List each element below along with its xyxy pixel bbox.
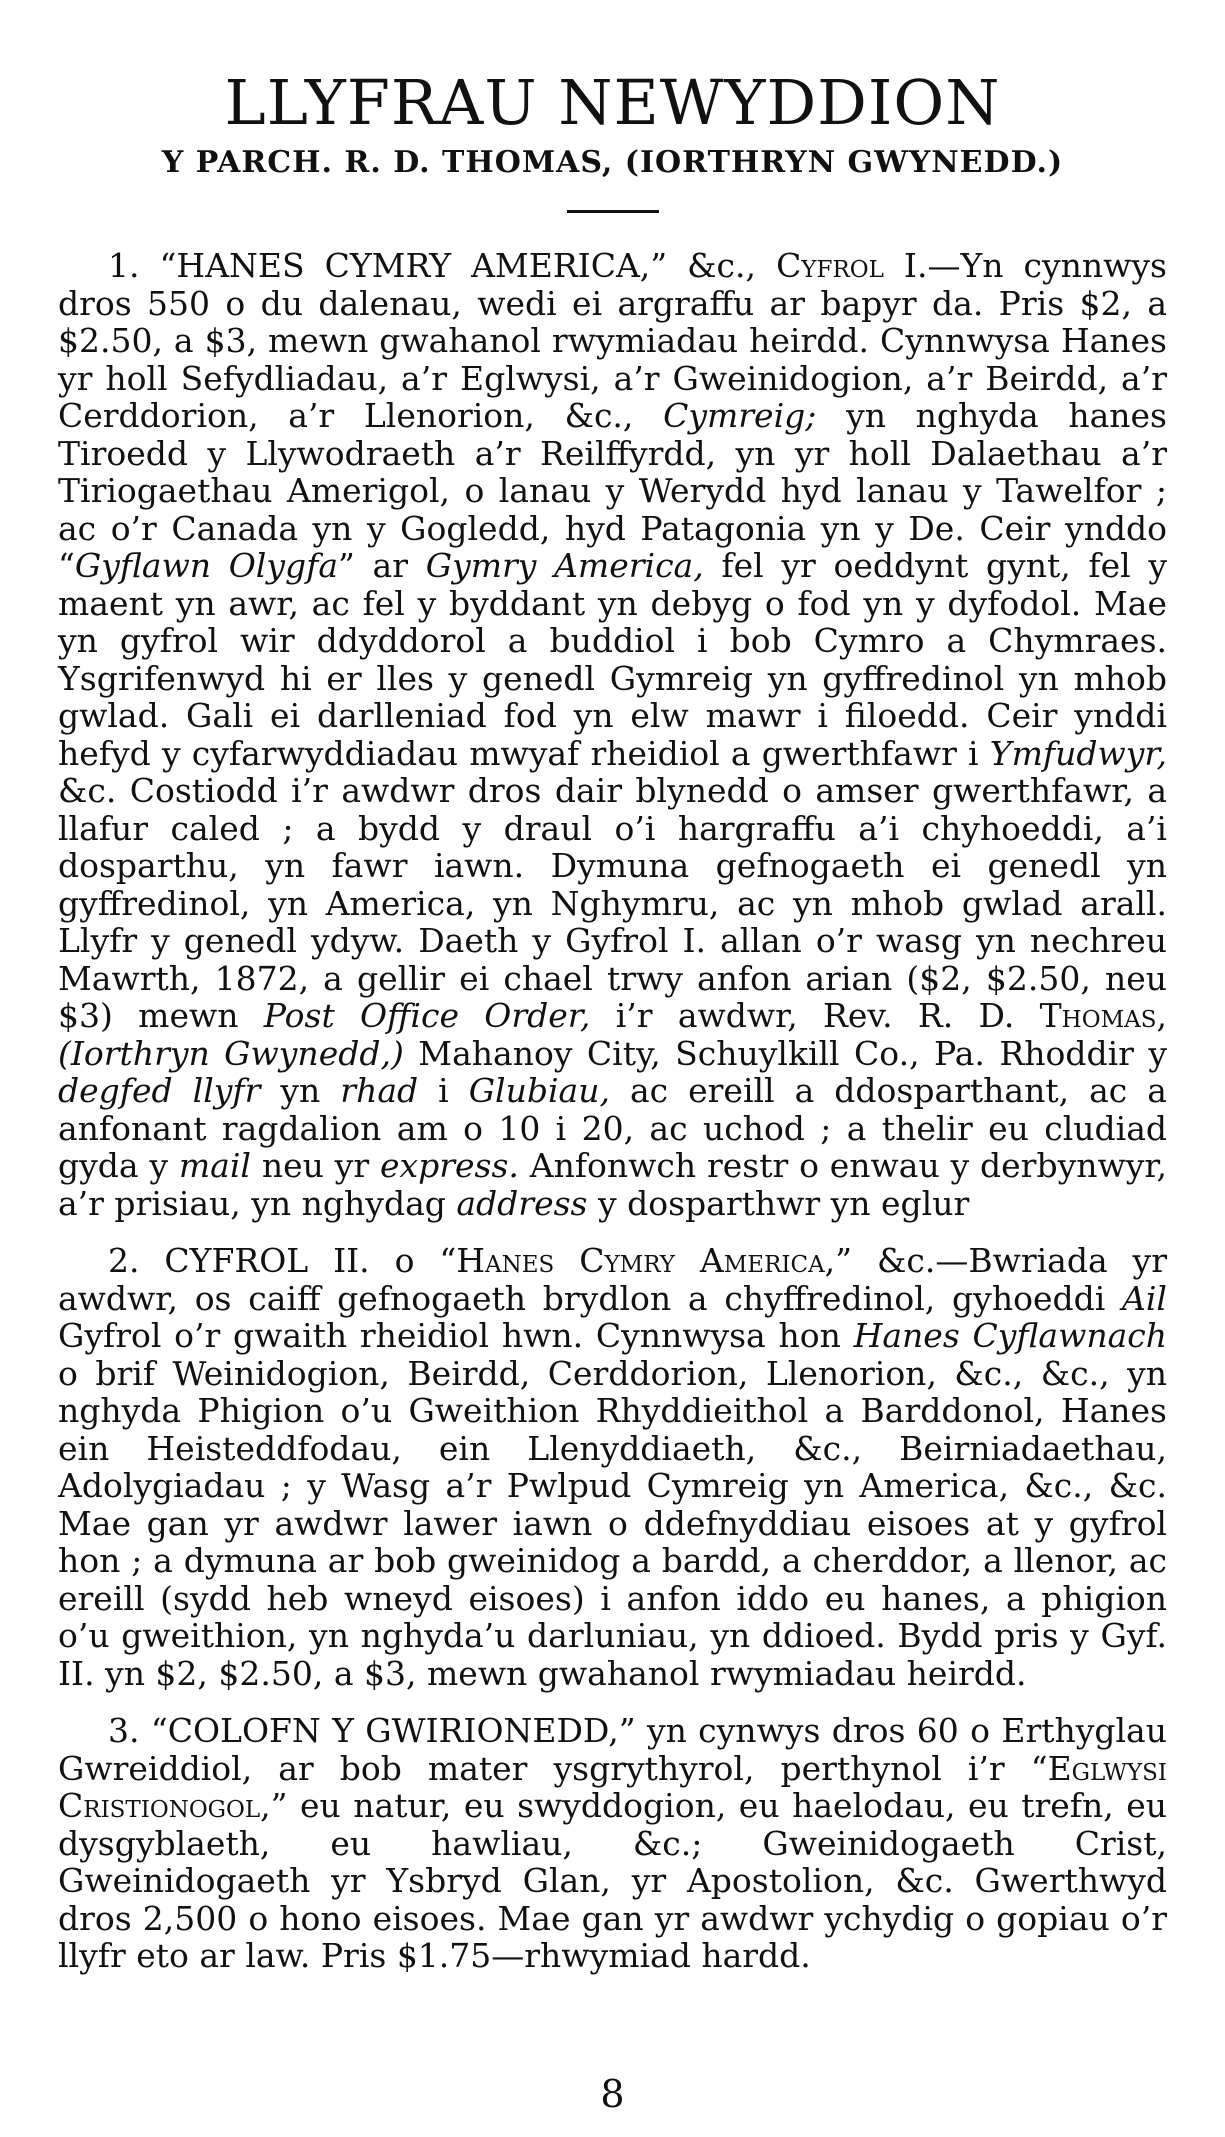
section-text: o brif Weinidogion, Beirdd, Cerddorion, Llenorion, &c., &c., yn nghyda Phigion o’u Gweithion Rhyddieithol a Barddonol, Hanes ein Heisteddfodau, ein Llenyddiaeth, &c., Beirniadaethau, Adolygiadau ; y Wasg a’r Pwlpud Cymreig yn America, &c., &c. Mae gan yr awdwr lawer iawn o ddefnyddiau eisoes at y gyfrol hon ; a dymuna ar bob gweinidog a bardd, a cherddor, a llenor, ac ereill (sydd heb wneyd eisoes) i anfon iddo eu hanes, a phigion o’u gweithion, yn nghyda’u darluniau, yn ddioed. Bydd pris y Gyf. II. yn $2, $2.50, a $3, mewn gwahanol rwymiadau heirdd. [58,1353,1167,1693]
volume-label: Cyfrol I. [776,246,928,285]
section-number: 2. [108,1241,140,1280]
section-number: 3. [108,1711,140,1750]
section-text: Gyfrol o’r gwaith rheidiol hwn. Cynnwysa hon [58,1316,841,1355]
author-name: Thomas, [1039,996,1167,1035]
section-3 [58,1712,1167,1975]
section-text: &c.—Bwriada yr awdwr, os caiff gefnogaeth brydlon a chyffredinol, gyhoeddi [58,1241,1167,1318]
italic-text: Ymfudwyr, [989,733,1167,773]
section-text: yn cynwys dros 60 o Erthyglau Gwreiddiol, ar bob mater ysgrythyrol, perthynol i’r [58,1711,1167,1788]
section-text: y dosparthwr yn eglur [597,1183,970,1223]
italic-text: Ail [1122,1278,1167,1318]
italic-text: rhad [340,1071,419,1110]
section-text: yn [280,1071,321,1110]
italic-text: Gyflawn Olygfa [74,546,339,585]
italic-text: express. [379,1146,519,1185]
church-title: “Eglwysi Cristionogol,” [58,1748,1167,1825]
section-text: ” ar [338,546,409,585]
italic-text: Hanes Cyflawnach [853,1316,1167,1355]
section-1 [58,247,1167,1222]
section-text: ac ereill a ddosparthant, ac a anfonant ragdalion am o 10 i 20, ac uchod ; a thelir eu cludiad gyda y [58,1071,1167,1185]
section-text: Mahanoy City, Schuylkill Co., Pa. Rhoddir y [418,1033,1167,1073]
italic-text: Gymry America, [425,546,704,585]
italic-text: mail [178,1146,251,1185]
section-text: Anfonwch restr o enwau y derbynwyr, a’r prisiau, yn nghydag [58,1146,1168,1223]
section-heading: “COLOFN Y GWIRIONEDD,” [150,1711,636,1750]
section-heading: CYFROL II. o [164,1241,415,1280]
page-subtitle: Y PARCH. R. D. THOMAS, (IORTHRYN GWYNEDD.) [161,145,1064,180]
italic-text: (Iorthryn Gwynedd,) [58,1033,404,1073]
section-text: i’r awdwr, Rev. R. D. [615,996,1015,1035]
page-number: 8 [600,2072,625,2116]
italic-text: Glubiau, [468,1071,610,1110]
italic-text: Post Office Order, [263,996,591,1035]
italic-text: degfed llyfr [58,1071,261,1110]
section-2 [58,1242,1167,1692]
title-divider [567,210,659,213]
section-heading: “HANES CYMRY AMERICA,” &c., [159,246,757,285]
section-text: —Yn cynnwys dros 550 o du dalenau, wedi ei argraffu ar bapyr da. Pris $2, a $2.50, a $3, mewn gwahanol rwymiadau heirdd. Cynnwysa Hanes yr holl Sefydliadau, a’r Eglwysi, a’r Gweinidogion, a’r Beirdd, a’r Cerddorion, a’r Llenorion, &c., [58,246,1167,435]
section-number: 1. [108,246,140,285]
section-text: eu natur, eu swyddogion, eu haelodau, eu trefn, eu dysgyblaeth, eu hawliau, &c.; Gweinidogaeth Crist, Gweinidogaeth yr Ysbryd Glan, yr Apostolion, &c. Gwerthwyd dros 2,500 o hono eisoes. Mae gan yr awdwr ychydig o gopiau o’r llyfr eto ar law. Pris $1.75—rhwymiad hardd. [58,1786,1167,1975]
section-text: neu yr [261,1146,370,1185]
section-text: i [438,1071,449,1110]
italic-text: address [456,1183,588,1223]
italic-text: Cymreig; [663,396,817,435]
section-text: &c. Costiodd i’r awdwr dros dair blynedd o amser gwerthfawr, a llafur caled ; a bydd y draul o’i hargraffu a’i chyhoeddi, a’i dosparthu, yn fawr iawn. Dymuna gefnogaeth ei genedl yn gyffredinol, yn America, yn Nghymru, ac yn mhob gwlad arall. Llyfr y genedl ydyw. Daeth y Gyfrol I. allan o’r wasg yn nechreu Mawrth, 1872, a gellir ei chael trwy anfon arian ($2, $2.50, neu $3) mewn [58,771,1167,1035]
section-text: yn nghyda hanes Tiroedd y Llywodraeth a’r Reilffyrdd, yn yr holl Dalaethau a’r Tiriogaethau Amerigol, o lanau y Werydd hyd lanau y Tawelfor ; ac o’r Canada yn y Gogledd, hyd Patagonia yn y De. Ceir ynddo “ [58,396,1167,585]
section-text: fel yr oeddynt gynt, fel y maent yn awr, ac fel y byddant yn debyg o fod yn y dyfodol. Mae yn gyfrol wir ddyddorol a buddiol i bob Cymro a Chymraes. Ysgrifenwyd hi er lles y genedl Gymreig yn gyffredinol yn mhob gwlad. Gali ei darlleniad fod yn elw mawr i filoedd. Ceir ynddi hefyd y cyfarwyddiadau mwyaf rheidiol a gwerthfawr i [58,546,1168,773]
page-title: LLYFRAU NEWYDDION [224,66,1001,139]
book-title: “Hanes Cymry America,” [439,1241,853,1280]
